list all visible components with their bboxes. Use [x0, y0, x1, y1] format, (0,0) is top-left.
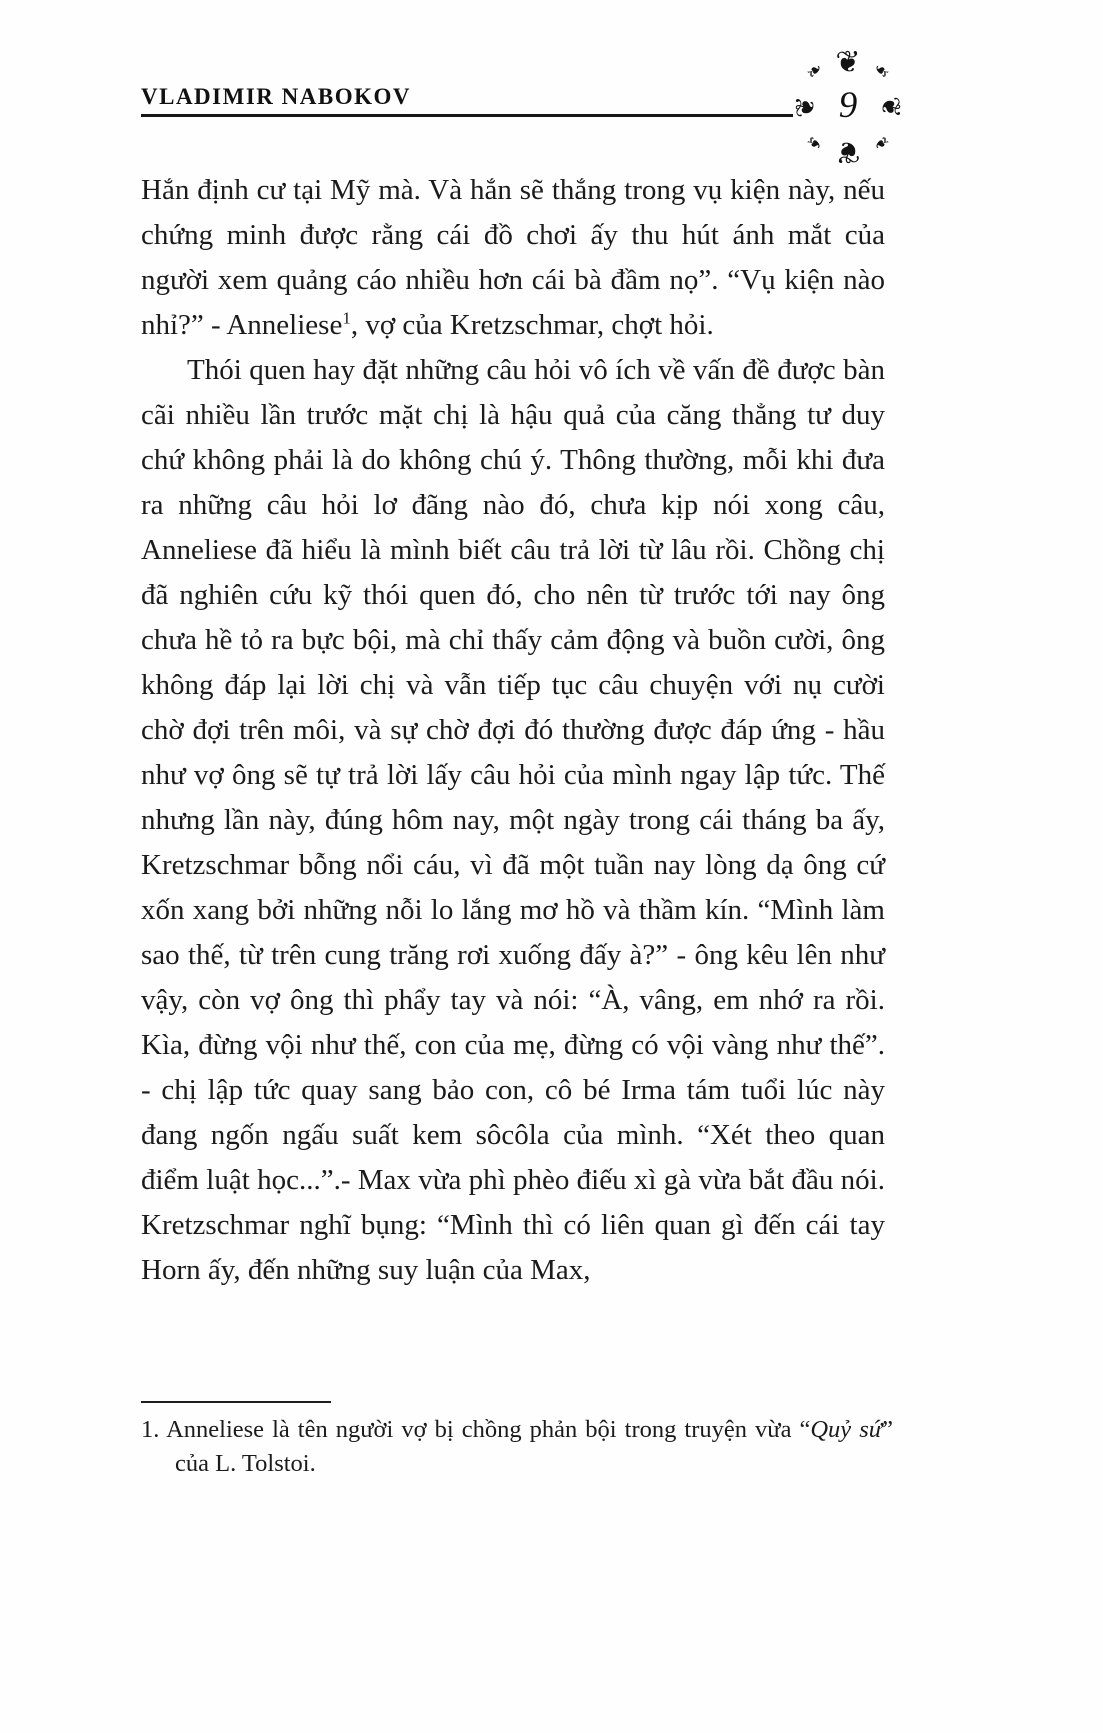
footnote-separator-rule	[141, 1401, 331, 1403]
leaf-ornament-icon: ❧	[867, 129, 895, 157]
floral-ornament-icon: ❦	[835, 45, 861, 80]
footnote-area	[141, 1413, 893, 1481]
leaf-ornament-icon: ❧	[801, 57, 829, 85]
footnote-text-part: ” của L. Tolstoi.	[175, 1416, 893, 1477]
page-number: 9	[838, 84, 858, 126]
footnote-text	[141, 1413, 893, 1481]
leaf-ornament-icon: ❧	[801, 129, 829, 157]
leaf-ornament-icon: ❧	[867, 57, 895, 85]
paragraph-2: Thói quen hay đặt những câu hỏi vô ích về vấn đề được bàn cãi nhiều lần trước mặt chị là hậu quả của căng thẳng tư duy chứ không phải là do không chú ý. Thông thường, mỗi khi đưa ra những câu hỏi lơ đãng nào đó, chưa kịp nói xong câu, Anneliese đã hiểu là mình biết câu trả lời từ lâu rồi. Chồng chị đã nghiên cứu kỹ thói quen đó, cho nên từ trước tới nay ông chưa hề tỏ ra bực bội, mà chỉ thấy cảm động và buồn cười, ông không đáp lại lời chị và vẫn tiếp tục câu chuyện với nụ cười chờ đợi trên môi, và sự chờ đợi đó thường được đáp ứng - hầu như vợ ông sẽ tự trả lời lấy câu hỏi của mình ngay lập tức. Thế nhưng lần này, đúng hôm nay, một ngày trong cái tháng ba ấy, Kretzschmar bỗng nổi cáu, vì đã một tuần nay lòng dạ ông cứ xốn xang bởi những nỗi lo lắng mơ hồ và thầm kín. “Mình làm sao thế, từ trên cung trăng rơi xuống đấy à?” - ông kêu lên như vậy, còn vợ ông thì phẩy tay và nói: “À, vâng, em nhớ ra rồi. Kìa, đừng vội như thế, con của mẹ, đừng có vội vàng như thế”. - chị lập tức quay sang bảo con, cô bé Irma tám tuổi lúc này đang ngốn ngấu suất kem sôcôla của mình. “Xét theo quan điểm luật học...”.- Max vừa phì phèo điếu xì gà vừa bắt đầu nói. Kretzschmar nghĩ bụng: “Mình thì có liên quan gì đến cái tay Horn ấy, đến những suy luận của Max,	[141, 354, 885, 1286]
floral-ornament-icon: ❦	[835, 134, 861, 169]
running-header-author: VLADIMIR NABOKOV	[141, 84, 411, 109]
paragraph-text: , vợ của Kretzschmar, chợt hỏi.	[350, 309, 714, 341]
footnote-reference: 1	[342, 308, 351, 328]
paragraph-text: Hắn định cư tại Mỹ mà. Và hắn sẽ thắng trong vụ kiện này, nếu chứng minh được rằng cái đồ chơi ấy thu hút ánh mắt của người xem quảng cáo nhiều hơn cái bà đầm nọ”. “Vụ kiện nào nhỉ?” - Anneliese	[141, 174, 885, 341]
floral-ornament-icon: ❦	[790, 96, 821, 118]
floral-ornament-icon: ❦	[875, 96, 906, 118]
body-text-block	[141, 168, 885, 1293]
paragraph-1	[141, 168, 885, 348]
footnote-text-part: 1. Anneliese là tên người vợ bị chồng phản bội trong truyện vừa “	[141, 1416, 811, 1443]
page-number-ornament	[790, 45, 906, 169]
footnote-story-title: Quỷ sứ	[810, 1416, 883, 1443]
header-rule	[141, 114, 793, 117]
